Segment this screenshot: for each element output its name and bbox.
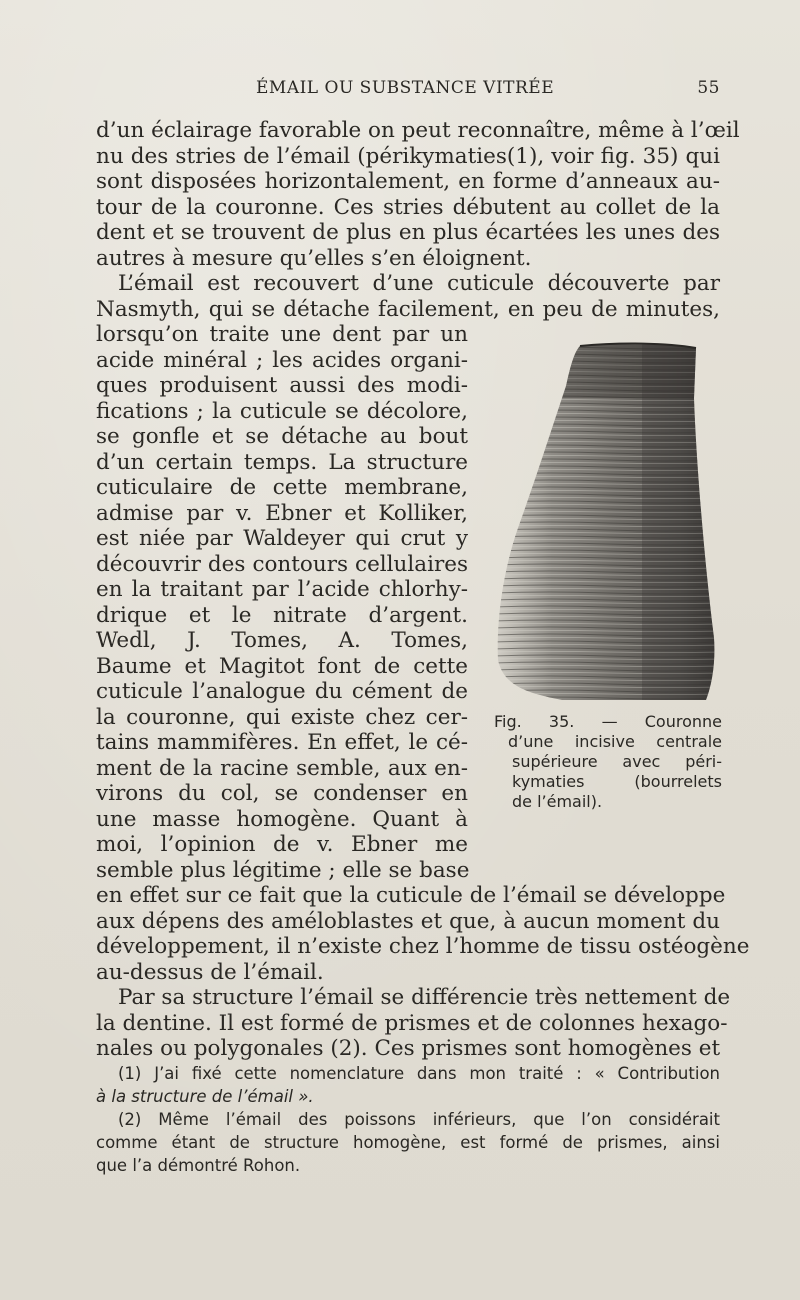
text-line: virons du col, se condenser en — [96, 781, 468, 806]
text-line: sont disposées horizontalement, en forme d’anneaux au- — [96, 169, 720, 194]
text-line: autres à mesure qu’elles s’en éloignent. — [96, 245, 532, 271]
paragraph-2-narrow — [96, 322, 468, 883]
footnote-1-line: (1) J’ai fixé cette nomenclature dans mon traité : « Contribution — [118, 1064, 720, 1083]
text-line: la couronne, qui existe chez cer- — [96, 704, 468, 730]
paragraph-2-start — [96, 271, 720, 322]
footnotes — [96, 1062, 720, 1177]
text-line: nales ou polygonales (2). Ces prismes sont homogènes et — [96, 1036, 721, 1061]
text-line: Wedl, J. Tomes, A. Tomes, — [96, 628, 468, 653]
text-line: nu des stries de l’émail (périkymaties(1), voir fig. 35) qui — [96, 143, 720, 169]
text-line: lorsqu’on traite une dent par un — [96, 322, 468, 347]
text-line: développement, il n’existe chez l’homme de tissu ostéogène — [96, 934, 750, 959]
text-line: en effet sur ce fait que la cuticule de l’émail se développe — [96, 883, 726, 908]
page-number: 55 — [697, 78, 720, 98]
paragraph-2-end — [96, 883, 750, 985]
running-head-title: ÉMAIL OU SUBSTANCE VITRÉE — [256, 78, 555, 98]
text-line: aux dépens des améloblastes et que, à aucun moment du — [96, 908, 720, 934]
caption-line: supérieure avec péri- — [512, 752, 722, 771]
text-line: se gonfle et se détache au bout — [96, 424, 468, 449]
caption-line: de l’émail). — [512, 792, 603, 811]
text-line: tains mammifères. En effet, le cé- — [96, 730, 468, 755]
paragraph-1 — [96, 118, 740, 271]
footnote-2-line: que l’a démontré Rohon. — [96, 1156, 301, 1175]
footnote-1-line: à la structure de l’émail ». — [96, 1087, 314, 1106]
footnote-2-line: (2) Même l’émail des poissons inférieurs, que l’on considérait — [118, 1110, 720, 1129]
text-line: L’émail est recouvert d’une cuticule découverte par — [118, 271, 720, 296]
text-line: moi, l’opinion de v. Ebner me — [96, 832, 468, 857]
text-line: une masse homogène. Quant à — [96, 806, 468, 832]
text-line: drique et le nitrate d’argent. — [96, 602, 468, 628]
text-line: ques produisent aussi des modi- — [96, 373, 468, 398]
text-line: Baume et Magitot font de cette — [96, 653, 468, 679]
text-line: ment de la racine semble, aux en- — [96, 755, 468, 781]
text-line: d’un éclairage favorable on peut reconnaître, même à l’œil — [96, 118, 740, 143]
text-line: fications ; la cuticule se décolore, — [96, 398, 468, 424]
tooth-crown-illustration — [492, 338, 724, 708]
text-line: Nasmyth, qui se détache facilement, en peu de minutes, — [96, 296, 720, 322]
footnote-2-line: comme étant de structure homogène, est formé de prismes, ainsi — [96, 1133, 720, 1152]
text-line: tour de la couronne. Ces stries débutent au collet de la — [96, 194, 720, 220]
text-line: cuticulaire de cette membrane, — [96, 475, 468, 500]
text-line: d’un certain temps. La structure — [96, 449, 468, 475]
text-line: dent et se trouvent de plus en plus écartées les unes des — [96, 220, 720, 245]
figure-caption — [494, 712, 722, 812]
caption-line: Fig. 35. — Couronne — [494, 712, 722, 731]
text-line: Par sa structure l’émail se différencie très nettement de — [118, 985, 731, 1010]
caption-line: kymaties (bourrelets — [512, 772, 722, 791]
text-line: découvrir des contours cellulaires — [96, 551, 468, 577]
text-line: est niée par Waldeyer qui crut y — [96, 526, 468, 551]
incisor-crown-figure — [492, 338, 724, 708]
caption-line: d’une incisive centrale — [508, 732, 722, 751]
text-line: au-dessus de l’émail. — [96, 959, 324, 985]
text-line: cuticule l’analogue du cément de — [96, 679, 468, 704]
text-line: en la traitant par l’acide chlorhy- — [96, 577, 468, 602]
text-line: semble plus légitime ; elle se base — [96, 857, 470, 883]
paragraph-3 — [96, 985, 731, 1062]
text-line: la dentine. Il est formé de prismes et de colonnes hexago- — [96, 1010, 728, 1036]
running-head — [96, 78, 720, 104]
text-line: admise par v. Ebner et Kolliker, — [96, 500, 468, 526]
text-line: acide minéral ; les acides organi- — [96, 347, 468, 373]
